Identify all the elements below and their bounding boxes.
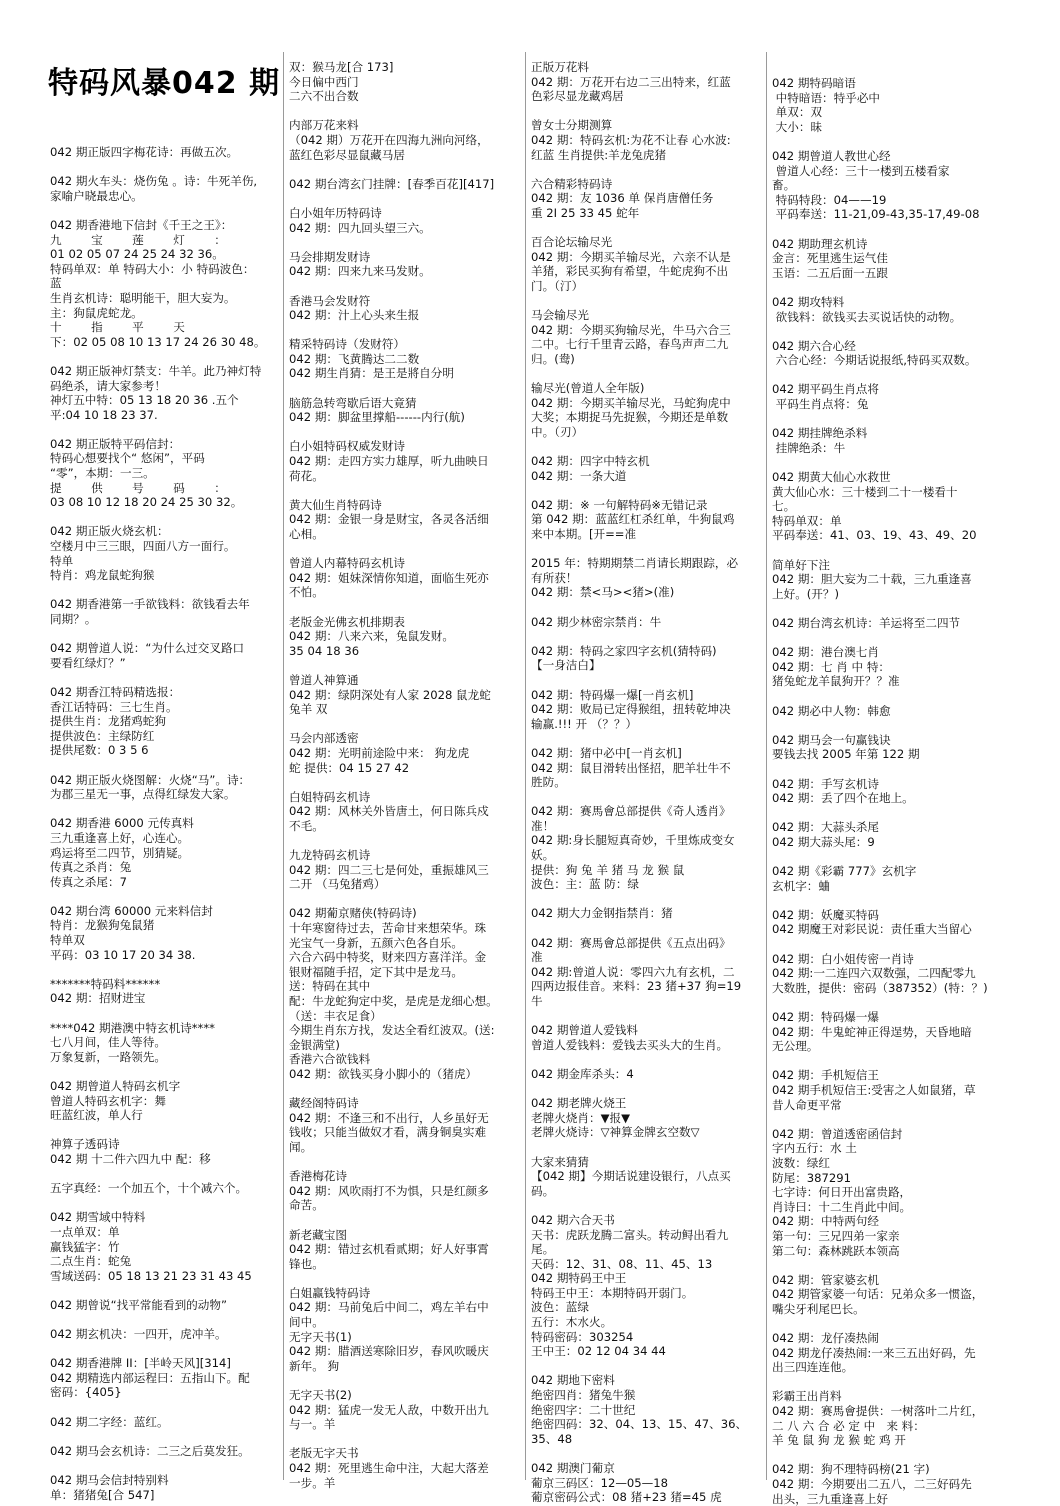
page-title: 特码风暴042 期 [48, 66, 281, 101]
text-column-4: 042 期特码暗语 中特暗语：特乎必中 单双：双 大小：昧 042 期曾道人教世心经 曾道人心经：三十一楼到五楼看家 畜。 特码特段：04——19 平码奉送：11-21,09-43,35-17,49-08 042 期助理玄机诗 金言：死里逃生运气佳 玉语：二五后面一五跟 042 期攻特料 欲钱料：欲钱买去买说话快的动物。 042 期六合心经 六合心经：今期话说报纸,特码买双数。 042 期平码生肖点将 平码生肖点将：兔 042 期挂牌绝杀料 挂牌绝杀：牛 042 期黄大仙心水救世 黄大仙心水：三十楼到二十一楼看十 七。 特码单双：单 平码奉送：41、03、19、43、49、20 简单好下注 042 期：胆大妄为二十载，三九重逢喜 上好。(开？) 042 期台湾玄机诗：羊运将至二四节 042 期：港台澳七肖 042 期：七 肖 中 特： 猪兔蛇龙羊鼠狗开？？准 042 期必中人物：韩愈 042 期马会一句赢钱诀 要钱去找 2005 年第 122 期 042 期：手写玄机诗 042 期：丢了四个在地上。 042 期：大蒜头杀尾 042 期大蒜头尾：9 042 期《彩霸 777》玄机字 玄机字：蛐 042 期：妖魔买特码 042 期魔王对彩民说：责任重大当留心 042 期：白小姐传密一肖诗 042 期:一二连四六双数强，二四配零九 大数胜，提供：密码（387352）(特：？) 042 期：特码爆一爆 042 期：牛鬼蛇神正得逞势，天昏地暗 无公理。 042 期：手机短信王 042 期手机短信王:受害之人如鼠猪，草 昔人命更平常 042 期：曾道透密函信封 字内五行：水 土 波数：绿红 防尾：387291 七字诗：何日开出富贵路， 肖诗曰：十二生肖此中间。 042 期：中特两句经 第一句：三兄四弟一家亲 第二句：森林跳跃本领高 042 期：管家婆玄机 042 期管家婆一句话：兄弟众多一惯盗， 嘴尖牙利尾巴长。 042 期：龙仔凑热闹 042 期龙仔凑热闹:一来三五出好码，先 出三四连连他。 彩霸王出肖料 042 期：赛馬會提供：一树落叶二片红， 二 八 六 合 必 定 中 来 料： 羊 兔 鼠 狗 龙 猴 蛇 鸡 开 042 期：狗不理特码榜(21 字) 042 期：今期要出二五八，二三好码先 出头，三九重逢喜上好 [772, 76, 988, 1506]
text-column-2: 双：猴马龙[合 173] 今日偏中西门 二六不出合数 内部万花来料 （042 期）万花开在四海九洲向河络， 蓝红色彩尽显鼠藏马居 042 期台湾玄门挂牌：[春季百花][417] 白小姐年历特码诗 042 期：四九回头望三六。 马会排期发财诗 042 期：四来九来马发财。 香港马会发财符 042 期：汁上心头来生报 精采特码诗（发财符） 042 期：飞黄腾达二二数 042 期生肖猜：是王是將自分明 脑筋急转弯歇后语大竟猜 042 期：脚盆里撑船------内行(航) 白小姐特码权威发财诗 042 期：走四方实力雄厚，听九曲映日 荷花。 黄大仙生肖特码诗 042 期：金银一身是财宝，各灵各活细 心相。 曾道人内幕特码玄机诗 042 期：姐妹深情你知道，面临生死亦 不怕。 老版金光佛玄机排期表 042 期：八来六来，兔鼠发财。 35 04 18 36 曾道人神算通 042 期：绿阴深处有人家 2028 鼠龙蛇 兔羊 双 马会内部透密 042 期：光明前途险中来： 狗龙虎 蛇 提供：04 15 27 42 白姐特码玄机诗 042 期：风林关外皆唐土，何日陈兵戍 不毛。 九龙特码玄机诗 042 期：四二三七是何处，重振雄风三 二开 （马兔猪鸡） 042 期葡京赌侠(特码诗) 十年寒窗待过去，苦命甘来想荣华。珠 光宝气一身新，五颜六色各自乐。 六合六码中特奖，财来四方喜洋洋。金 银财福随手招，定下其中是龙马。 送：特码在其中 配：牛龙蛇狗定中奖，是虎是龙细心想。 （送：丰衣足食） 今期生肖东方找，发达全看红波双。(送: 金银满堂) 香港六合欲钱料 042 期：欲钱买身小脚小的（猪虎） 藏经阁特码诗 042 期：不逢三和不出行，人乡虽好无 钱收；只能当做奴才看，满身铜臭实难 闻。 香港梅花诗 042 期：风吹雨打不为惧，只是红颜多 命苦。 新老藏宝图 042 期：错过玄机看贰期；好人好事霄 锋也。 白姐赢钱特码诗 042 期：马前兔后中间二，鸡左羊右中 间中。 无字天书(1) 042 期：腊酒送寒除旧岁，春风吹暖庆 新年。 狗 无字天书(2) 042 期：猛虎一发无人敌，中数开出九 与一。羊 老版无字天书 042 期：死里逃生命中注，大起大落差 一步。羊 [289, 60, 498, 1490]
text-column-1: 042 期正版四字梅花诗：再做五次。 042 期火车头：烧伤兔 。诗：牛死羊伤, 家喻户晓最忠心。 042 期香港地下信封《千王之王》： 九 宝 莲 灯 ： 01 02 05 07 24 25 24 32 36。 特码单双：单 特码大小：小 特码波色： 蓝 生肖玄机诗：聪明能干，胆大妄为。 主：狗鼠虎蛇龙。 十 指 平 天 下：02 05 08 10 13 17 24 26 30 48。 042 期正版神灯禁支：牛羊。此乃神灯特 码绝杀，请大家参考！ 神灯五中特：05 13 18 20 36 .五个 平:04 10 18 23 37. 042 期正版特平码信封： 特码心想要找个“ 悠闲”，平码 “零”，本期：一三。 提 供 号 码 ： 03 08 10 12 18 20 24 25 30 32。 042 期正版火烧玄机： 空楼月中三三眼，四面八方一面行。 特单 特肖：鸡龙鼠蛇狗猴 042 期香港第一手欲钱料：欲钱看去年 同期？。 042 期曾道人说：“为什么过交叉路口 要看红绿灯？” 042 期香江特码精选报： 香江话特码：三七生肖。 提供生肖：龙猪鸡蛇狗 提供波色：主绿防红 提供尾数：0 3 5 6 042 期正版火烧图解：火烧“马”。诗： 为郡三星无一事，点得红绿发大家。 042 期香港 6000 元传真料 三九重逢喜上好，心连心。 鸡运将至二四节，別猜疑。 传真之杀肖：兔 传真之杀尾：7 042 期台湾 60000 元来料信封 特肖：龙猴狗兔鼠猪 特单双 平码：03 10 17 20 34 38. *******特码料****** 042 期：招财进宝 ****042 期港澳中特玄机诗**** 七八月间，佳人等待。 万象复新，一路领先。 042 期曾道人特码玄机字 曾道人特码玄机字：舞 旺蓝红波，单人行 神算子透码诗 042 期 十二件六四九中 配：移 五字真经：一个加五个，十个减六个。 042 期雪域中特料 一点单双：单 赢钱猛字：竹 二点生肖：蛇兔 雪域送码：05 18 13 21 23 31 43 45 042 期曾说“找平常能看到的动物” 042 期玄机决：一四开，虎冲羊。 042 期香港牌 II：[半岭天风][314] 042 期精选内部运程曰：五指山下。配 密码：{405} 042 期二字经：蓝红。 042 期马会玄机诗：二三之后莫发狂。 042 期马会信封特别料 单：猪猪兔[合 547] [50, 145, 266, 1502]
column-divider [283, 52, 284, 1480]
column-divider [525, 52, 526, 1480]
column-divider [766, 52, 767, 1480]
text-column-3: 正版万花料 042 期：万花开右边二三出特来，红蓝 色彩尽显龙藏鸡居 曾女士分期测算 042 期：特码玄机:为花不让春 心水波: 红蓝 生肖提供:羊龙兔虎猪 六合精彩特码诗 042 期：友 1036 单 保肖唐僧任务 重 2I 25 33 45 蛇年 百合论坛输尽光 042 期：今期买羊输尽光，六亲不认是 羊猪，彩民买狗有希望，牛蛇虎狗不出 门。（汀） 马会输尽光 042 期：今期买狗输尽光，牛马六合三 二中。七行千里青云路，春鸟声声二九 归。(鸯) 输尽光(曾道人全年版) 042 期：今期买羊输尽光，马蛇狗虎中 大奖；本期捉马先捉猴，今期还是单数 中。（刃） 042 期：四字中特玄机 042 期：一条大道 042 期：※ 一句解特码※无错记录 第 042 期：蓝蓝红杠杀红单，牛狗鼠鸡 来中本期。[开==准 2015 年：特期期禁二肖请长期跟踪，必 有所获！ 042 期：禁<马><猪>(准) 042 期少林密宗禁肖：牛 042 期：特码之家四字玄机(猜特码) 【一身洁白】 042 期：特码爆一爆[一肖玄机] 042 期：败局已定得猴组，扭转乾坤决 输赢.!!! 开 （？？） 042 期：猪中必中[一肖玄机] 042 期：鼠目滑转出怪招，肥羊壮牛不 胜防。 042 期：赛馬會总部提供《奇人透肖》 准！ 042 期:身长腿短真奇妙，千里炼成变女 妖。 提供：狗 兔 羊 猪 马 龙 猴 鼠 波色：主：蓝 防：绿 042 期大力金钢指禁肖：猪 042 期：赛馬會总部提供《五点出码》 准 042 期:曾道人说：零四六九有玄机，二 四两边报佳音。来料：23 猪+37 狗=19 牛 042 期曾道人爱钱料 曾道人爱钱料：爱钱去买头大的生肖。 042 期金库杀头：4 042 期老牌火烧王 老牌火烧肖：▼报▼ 老牌火烧诗：▽神算金牌玄空数▽ 大家来猜猜 【042 期】今期话说建设银行，八点买 码。 042 期六合天书 天书：虎跃龙腾二富头。转动鲟出看九 尾。 天码：12、31、08、11、45、13 042 期特码王中王 特码王中王：本期特码开弱门。 波色：蓝绿 五行：木水火。 特码密码：303254 王中王：02 12 04 34 44 042 期地下密料 绝密四肖：猪兔牛猴 绝密四字：二十世纪 绝密四码：32、04、13、15、47、36、 35、48 042 期澳门葡京 葡京三码区：12—05—18 葡京密码公式：08 猪+23 猪=45 虎 [531, 60, 748, 1505]
